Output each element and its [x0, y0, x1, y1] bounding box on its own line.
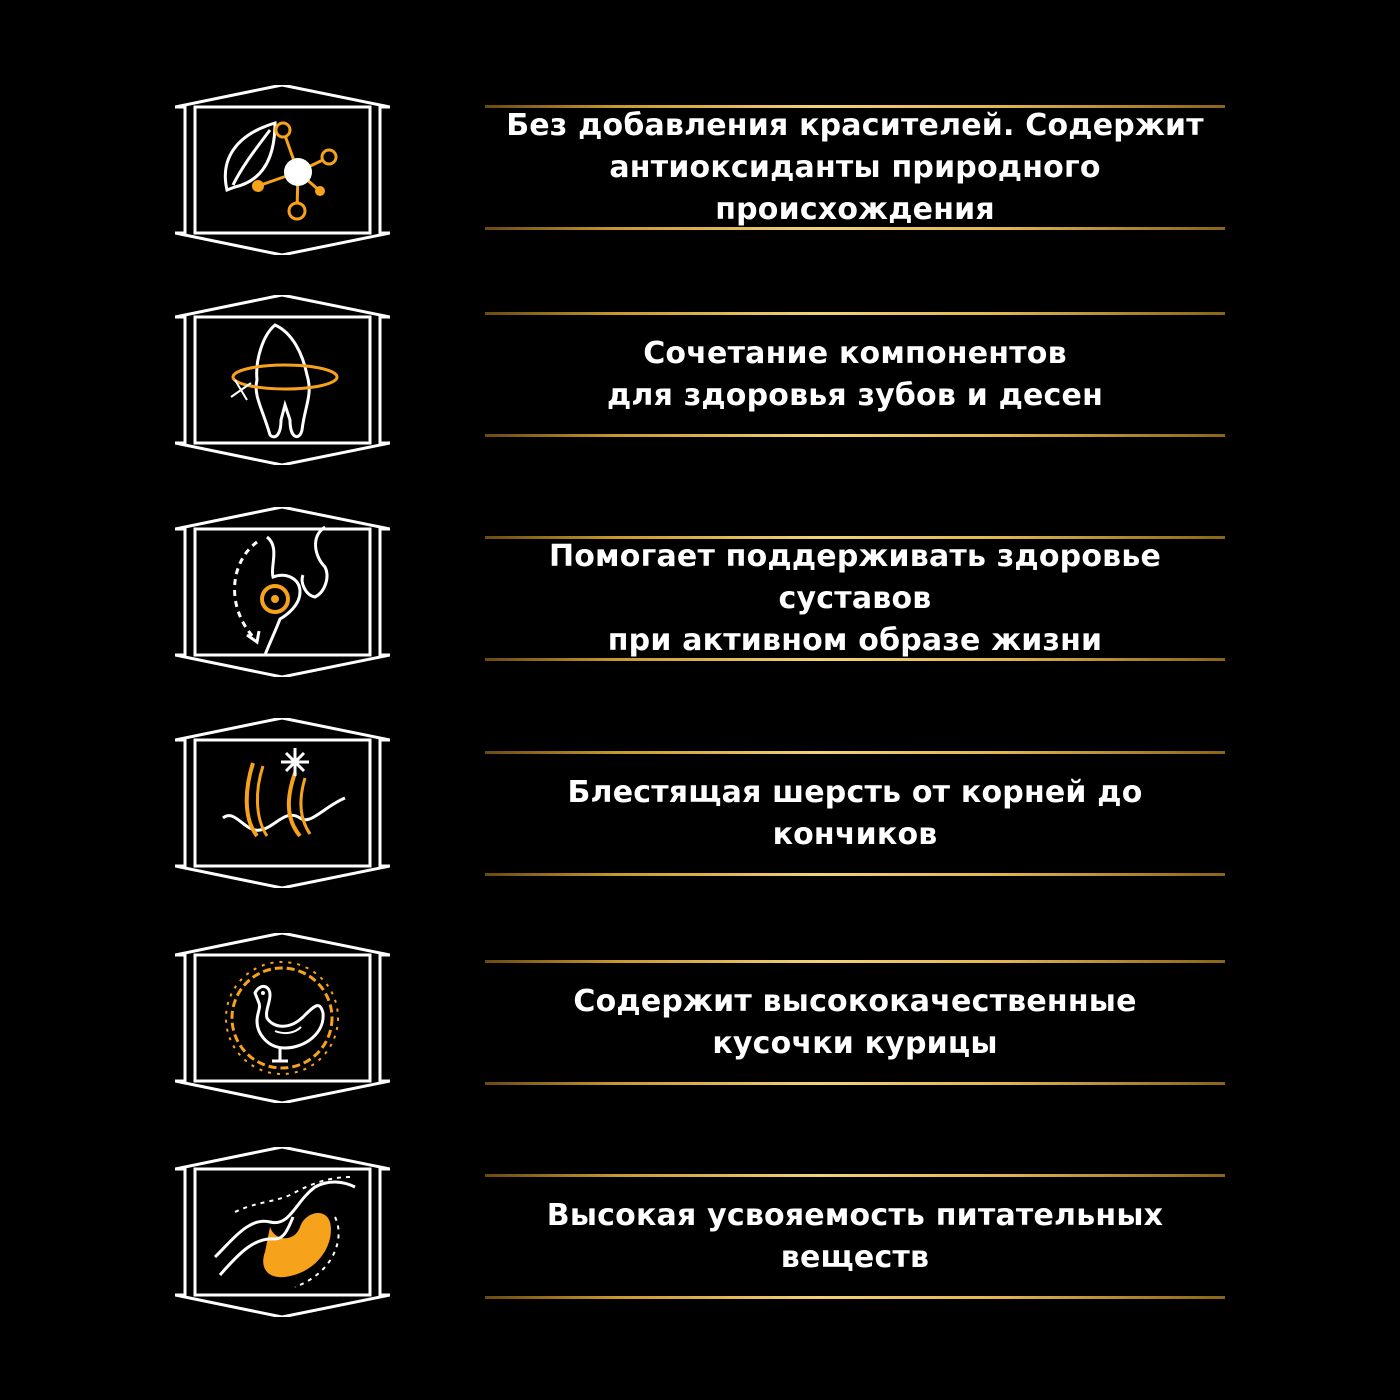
feature-text-block: [485, 960, 1225, 1085]
tooth-icon: [175, 295, 390, 465]
feature-row: [0, 507, 1400, 719]
feature-text-block: [485, 1174, 1225, 1299]
feature-caption: Помогает поддерживать здоровье суставов при активном образе жизни: [548, 538, 1162, 658]
gold-divider: [485, 873, 1225, 876]
chicken-icon: [175, 933, 390, 1103]
gold-divider: [485, 1082, 1225, 1085]
feature-row: [0, 295, 1400, 507]
feature-caption: Блестящая шерсть от корней до кончиков: [567, 774, 1143, 852]
feature-text-block: [485, 751, 1225, 876]
feature-text-block: [485, 105, 1225, 230]
digestion-icon: [175, 1147, 390, 1317]
feature-row: [0, 933, 1400, 1145]
feature-row: [0, 1147, 1400, 1359]
gold-divider: [485, 227, 1225, 230]
molecule-leaf-icon: [175, 85, 390, 255]
feature-text-block: [485, 536, 1225, 661]
feature-row: [0, 718, 1400, 930]
gold-divider: [485, 1296, 1225, 1299]
gold-divider: [485, 434, 1225, 437]
feature-caption: Высокая усвояемость питательных веществ: [546, 1197, 1164, 1275]
feature-text-block: [485, 312, 1225, 437]
feature-caption: Без добавления красителей. Содержит антиоксиданты природного происхождения: [506, 107, 1204, 227]
feature-row: [0, 85, 1400, 297]
shiny-fur-icon: [175, 718, 390, 888]
feature-caption: Содержит высококачественные кусочки курицы: [573, 983, 1137, 1061]
joint-icon: [175, 507, 390, 677]
gold-divider: [485, 658, 1225, 661]
feature-caption: Сочетание компонентов для здоровья зубов и десен: [607, 335, 1103, 413]
